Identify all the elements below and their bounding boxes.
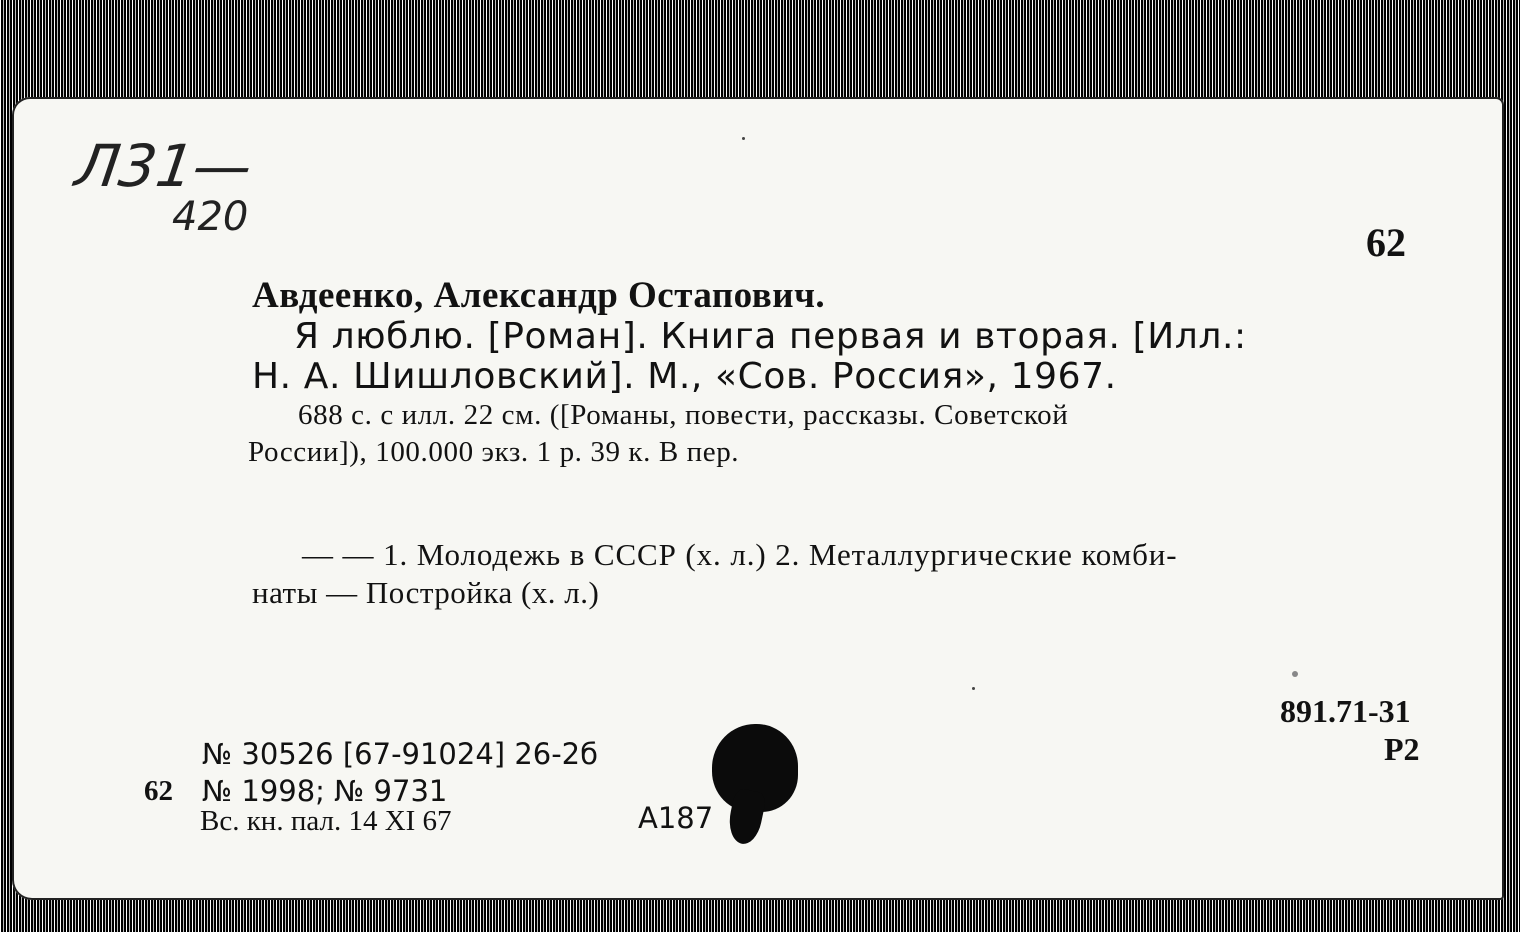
- title-line-1: Я люблю. [Роман]. Книга первая и вторая. [Илл.:: [294, 316, 1247, 357]
- subject-headings-line-2: наты — Постройка (х. л.): [252, 575, 600, 610]
- dust-speck: [1292, 671, 1298, 677]
- scan-border-right: [1504, 0, 1520, 932]
- author-heading: Авдеенко, Александр Остапович.: [252, 275, 826, 316]
- footer-registry-numbers: № 1998; № 9731: [202, 774, 448, 808]
- footer-code: А187: [638, 801, 714, 835]
- handwritten-sub-number: 420: [172, 194, 249, 240]
- title-line-2: Н. А. Шишловский]. М., «Сов. Россия», 1967.: [252, 356, 1117, 397]
- classification-shelf: Р2: [1384, 731, 1420, 767]
- card-number: 62: [1366, 220, 1406, 265]
- footer-record-number: № 30526 [67-91024] 26-2б: [202, 737, 599, 771]
- classification-code: 891.71-31: [1280, 693, 1411, 729]
- footer-chamber-date: Вс. кн. пал. 14 XI 67: [200, 805, 452, 837]
- footer-card-number: 62: [144, 775, 173, 807]
- scan-border-top: [0, 0, 1520, 97]
- dust-speck: [742, 137, 745, 140]
- physical-description-line-2: России]), 100.000 экз. 1 р. 39 к. В пер.: [248, 436, 740, 468]
- handwritten-call-number: Л31—: [71, 132, 257, 200]
- subject-headings-line-1: — — 1. Молодежь в СССР (х. л.) 2. Металлургические комби-: [302, 537, 1178, 572]
- scan-border-bottom: [0, 900, 1520, 932]
- dust-speck: [972, 687, 975, 690]
- physical-description-line-1: 688 с. с илл. 22 см. ([Романы, повести, рассказы. Советской: [298, 399, 1069, 431]
